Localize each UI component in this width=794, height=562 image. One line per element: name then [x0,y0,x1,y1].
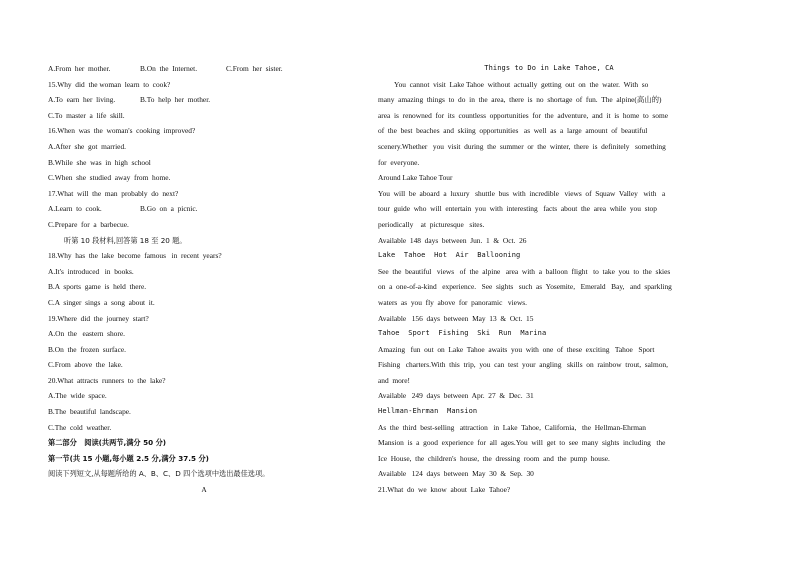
fishing-desc-1: Amazing fun out on Lake Tahoe awaits you with one of these exciting Tahoe Sport [378,344,655,354]
mansion-desc-2: Mansion is a good experience for all ages.You will get to see many sights including the [378,438,666,448]
q17-options-ab [48,201,360,217]
section-10-instruction: 听第 10 段材料,回答第 18 至 20 题。 [64,235,187,245]
q18-option-a: A.It's introduced in books. [48,266,134,276]
balloon-desc-3: waters as you fly above for panoramic views. [378,297,527,307]
right-column [378,61,720,498]
q15-option-b: B.To help her mother. [140,95,211,105]
fishing-desc-2: Fishing charters.With this trip, you can test your angling skills on rainbow trout, salmon, [378,360,668,370]
q17-option-a: A.Learn to cook. [48,204,102,214]
intro-line-3: area is renowned for its countless opportunities for the adventure, and it is home to some [378,110,669,120]
part-2-heading: 第二部分 阅读(共两节,满分 50 分) [48,438,167,448]
intro-line-2: many amazing things to do in the area, there is no shortage of fun. The alpine(高山的) [378,95,662,105]
tour-heading: Around Lake Tahoe Tour [378,173,453,183]
q14-option-b: B.On the Internet. [140,64,198,73]
balloon-desc-1: See the beautiful views of the alpine area with a balloon flight to take you to the skies [378,266,671,276]
q19-option-b: B.On the frozen surface. [48,344,126,354]
mansion-heading: Hellman-Ehrman Mansion [378,407,478,416]
tour-desc-2: tour guide who will entertain you with interesting facts about the area while you stop [378,204,657,214]
mansion-availability: Available 124 days between May 30 & Sep. 30 [378,469,534,479]
passage-title: Things to Do in Lake Tahoe, CA [484,64,614,72]
q18-option-b: B.A sports game is held there. [48,282,147,292]
q19-option-a: A.On the eastern shore. [48,329,125,339]
q18-option-c: C.A singer sings a song about it. [48,297,155,307]
tour-availability: Available 148 days between Jun. 1 & Oct. 26 [378,235,527,245]
q16-option-a: A.After she got married. [48,141,126,151]
q14-option-a: A.From her mother. [48,64,111,73]
q19-option-c: C.From above the lake. [48,360,123,370]
q17-option-c: C.Prepare for a barbecue. [48,219,129,229]
q15-option-c: C.To master a life skill. [48,110,125,120]
q21-text: 21.What do we know about Lake Tahoe? [378,485,511,495]
q15-option-a: A.To earn her living. [48,95,116,105]
intro-line-1: You cannot visit Lake Tahoe without actually getting out on the water. With so [394,79,649,89]
q16-text: 16.When was the woman's cooking improved? [48,126,196,136]
q20-option-b: B.The beautiful landscape. [48,407,131,417]
balloon-desc-2: on a one-of-a-kind experience. See sights such as Yosemite, Emerald Bay, and sparkling [378,282,672,292]
intro-line-5: scenery.Whether you visit during the summer or the winter, there is definitely something [378,141,666,151]
fishing-availability: Available 249 days between Apr. 27 & Dec. 31 [378,391,534,401]
tour-desc-3: periodically at picturesque sites. [378,219,485,229]
balloon-heading: Lake Tahoe Hot Air Ballooning [378,251,521,260]
q16-option-c: C.When she studied away from home. [48,173,171,183]
q19-text: 19.Where did the journey start? [48,313,149,323]
section-1-heading: 第一节(共 15 小题,每小题 2.5 分,满分 37.5 分) [48,453,209,463]
fishing-desc-3: and more! [378,375,411,385]
mansion-desc-3: Ice House, the children's house, the dressing room and the pump house. [378,453,610,463]
q18-text: 18.Why has the lake become famous in recent years? [48,251,222,261]
q15-text: 15.Why did the woman learn to cook? [48,79,171,89]
reading-instruction: 阅读下列短文,从每题所给的 A、B、C、D 四个选项中选出最佳选项。 [48,469,270,479]
tour-desc-1: You will be aboard a luxury shuttle bus with incredible views of Squaw Valley with a [378,188,666,198]
q20-option-c: C.The cold weather. [48,422,112,432]
intro-line-4: of the best beaches and skiing opportunities as well as a large amount of beautiful [378,126,648,136]
q16-option-b: B.While she was in high school [48,157,151,167]
left-column [48,61,360,498]
q20-text: 20.What attracts runners to the lake? [48,375,166,385]
q15-options-ab [48,92,360,108]
q14-option-c: C.From her sister. [226,64,283,73]
q20-option-a: A.The wide space. [48,391,107,401]
q14-options [48,61,360,77]
passage-a-label: A [201,485,207,495]
intro-line-6: for everyone. [378,157,420,167]
q17-option-b: B.Go on a picnic. [140,204,198,214]
balloon-availability: Available 156 days between May 13 & Oct. 15 [378,313,534,323]
fishing-heading: Tahoe Sport Fishing Ski Run Marina [378,329,547,338]
mansion-desc-1: As the third best-selling attraction in Lake Tahoe, California, the Hellman-Ehrman [378,422,647,432]
q17-text: 17.What will the man probably do next? [48,188,179,198]
